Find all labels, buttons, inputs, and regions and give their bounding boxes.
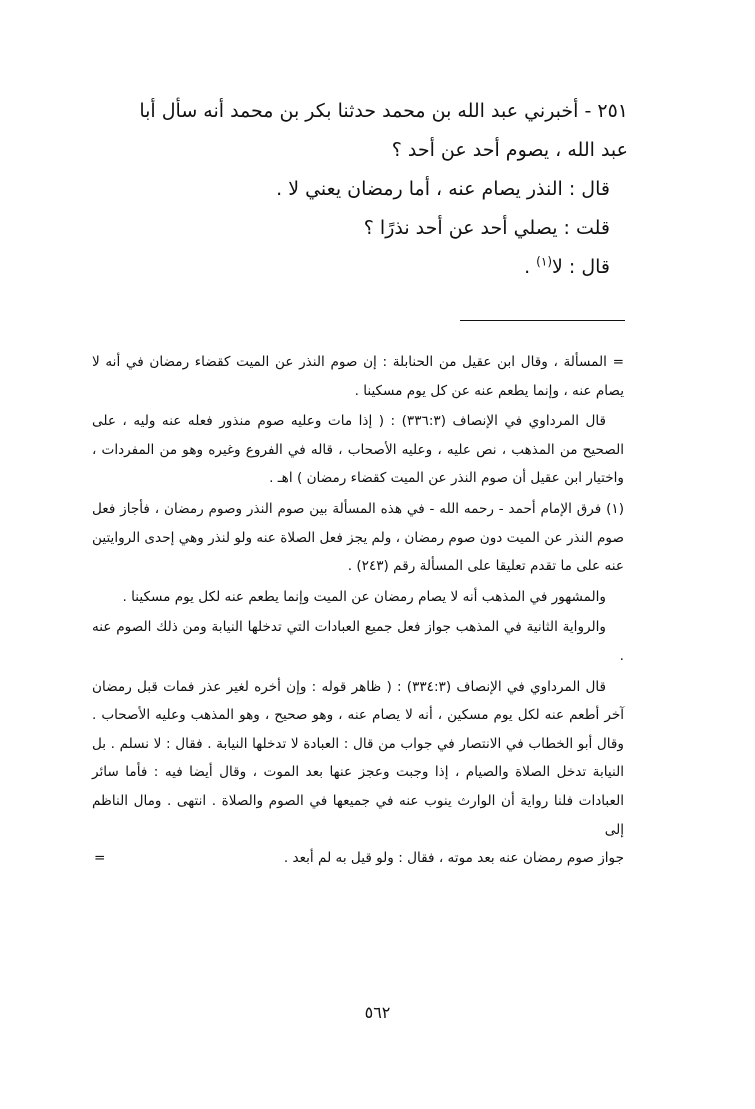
footnote-1-paragraph-3: والرواية الثانية في المذهب جواز فعل جميع العبادات التي تدخلها النيابة ومن ذلك الصوم عنه . bbox=[92, 619, 624, 664]
footnote-1: (١) فرق الإمام أحمد - رحمه الله - في هذه المسألة بين صوم النذر وصوم رمضان ، فأجاز فعل صوم النذر عن الميت دون صوم رمضان ، ولم يجز فعل الصلاة عنه ولو لنذر وهي إحدى الروايتين عنه على ما تقدم تعليقا على المسألة رقم (٢٤٣) . bbox=[92, 500, 624, 575]
footnote-1-paragraph-4-last-text: جواز صوم رمضان عنه بعد موته ، فقال : ولو قيل به لم أبعد . bbox=[283, 850, 624, 867]
narration-line-5-end: . bbox=[524, 256, 537, 278]
narration-line-2: عبد الله ، يصوم أحد عن أحد ؟ bbox=[391, 139, 628, 161]
footnote-marker-1[interactable]: (١) bbox=[536, 254, 552, 269]
continuation-mark: = bbox=[94, 850, 106, 867]
footnote-quote-insaf-1: قال المرداوي في الإنصاف (٣٣٦:٣) : ( إذا مات وعليه صوم منذور فعله عنه وليه ، على الصحيح من المذهب ، نص عليه ، وعليه الأصحاب ، قاله في الفروع وغيره وهو من المفردات ، واختيار ابن عقيل أن صوم النذر عن الميت كقضاء رمضان ) اهـ . bbox=[92, 413, 624, 487]
footnote-divider bbox=[460, 320, 625, 321]
narration-251 bbox=[88, 92, 628, 287]
footnote-continuation: = المسألة ، وقال ابن عقيل من الحنابلة : إن صوم النذر عن الميت كقضاء رمضان في أنه لا يصام عنه ، وإنما يطعم عنه عن كل يوم مسكينا . bbox=[92, 354, 624, 399]
footnotes-block bbox=[92, 348, 624, 875]
footnote-1-paragraph-4 bbox=[92, 673, 624, 873]
footnote-1-paragraph-4-text: قال المرداوي في الإنصاف (٣٣٤:٣) : ( ظاهر قوله : وإن أخره لغير عذر فمات قبل رمضان آخر أطعم عنه لكل يوم مسكين ، أنه لا يصام عنه ، وهو صحيح ، وهو المذهب وعليه الأصحاب . وقال أبو الخطاب في الانتصار في جواب من قال : العبادة لا تدخلها النيابة . فقال : لا نسلم . بل النيابة تدخل الصلاة والصيام ، إذا وجبت وعجز عنها بعد الموت ، وقال أيضا فيه : فأما سائر العبادات فلنا رواية أن الوارث ينوب عنه في جميعها في الصوم والصلاة . انتهى . ومال الناظم إلى bbox=[92, 678, 624, 838]
narration-line-3: قال : النذر يصام عنه ، أما رمضان يعني لا . bbox=[276, 178, 610, 200]
footnote-1-paragraph-2: والمشهور في المذهب أنه لا يصام رمضان عن الميت وإنما يطعم عنه لكل يوم مسكينا . bbox=[122, 588, 606, 605]
footnote-1-paragraph-4-last-line bbox=[284, 850, 624, 866]
narration-line-5-text: قال : لا bbox=[552, 256, 610, 278]
main-text-block bbox=[88, 92, 628, 287]
narration-line-5 bbox=[88, 248, 628, 287]
narration-line-4: قلت : يصلي أحد عن أحد نذرًا ؟ bbox=[363, 217, 610, 239]
narration-line-1: ٢٥١ - أخبرني عبد الله بن محمد حدثنا بكر بن محمد أنه سأل أبا bbox=[139, 100, 628, 122]
page-number: ٥٦٢ bbox=[364, 1003, 391, 1022]
